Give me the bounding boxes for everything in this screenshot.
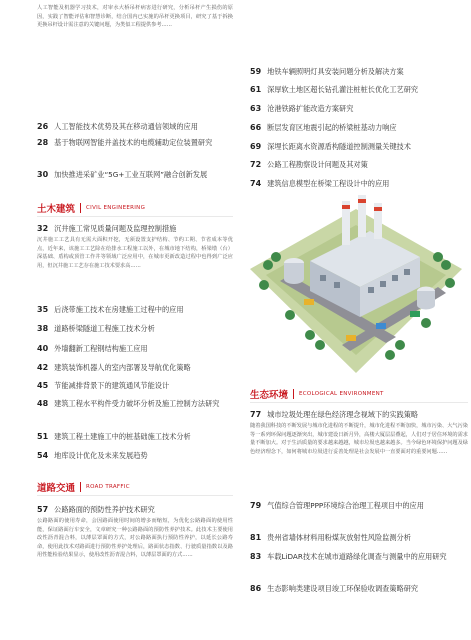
toc-entry[interactable]: 38 道路桥梁隧道工程施工技术分析 xyxy=(37,324,155,333)
toc-entry[interactable]: 74 建筑信息模型在桥梁工程设计中的应用 xyxy=(250,179,390,188)
toc-entry[interactable]: 42 建筑装饰机器人的室内部署及导航优化策略 xyxy=(37,363,191,372)
intro-abstract: 人工智能及机器学习技术，对审水大桥吊杆病害进行研究，分析吊杆产生损伤的原因，实践了智能评估和智慧诊断，结合国内已实施的吊杆更换项目，研究了基于拆换更换吊杆设计需注意的关键问题，为类似工程提供参考…… xyxy=(37,5,233,29)
toc-entry[interactable]: 45 节能减排背景下的建筑通风节能设计 xyxy=(37,381,170,390)
featured-abstract: 公路路面的使用寿命，会因路面使用时间的增多而缩短，为优化公路路面的使用性能，保证路面行车安全，文章研究一种公路路面的预防性养护技术。此技术主要使用改性沥青混合料，以薄层罩面的方式，对公路路面执行预防性养护，以延长公路寿命，使用此技术对路面进行预防性养护处理后，路面状态指数、行驶质量指数以及路用性能检验结果显示，使用改性沥青混合料，以薄层罩面的方式…… xyxy=(37,518,233,559)
toc-entry[interactable]: 59 地铁车辆照明灯具安装问题分析及解决方案 xyxy=(250,67,404,76)
divider xyxy=(293,389,294,399)
toc-entry[interactable]: 35 后浇带施工技术在房建施工过程中的应用 xyxy=(37,305,184,314)
toc-entry[interactable]: 30 加快推进采矿业“5G+工业互联网”融合创新发展 xyxy=(37,170,208,179)
section-heading-eco: 生态环境 ECOLOGICAL ENVIRONMENT xyxy=(250,390,384,401)
toc-entry[interactable]: 86 生态影响类建设项目竣工环保验收调查策略研究 xyxy=(250,584,419,593)
toc-entry[interactable]: 72 公路工程勘察设计问题及其对策 xyxy=(250,160,368,169)
toc-entry[interactable]: 26 人工智能技术优势及其在移动通信领域的应用 xyxy=(37,122,198,131)
toc-entry[interactable]: 40 外墙翻新工程钢结构施工应用 xyxy=(37,344,148,353)
toc-entry[interactable]: 81 贵州省墙体材料用粉煤灰放射性风险监测分析 xyxy=(250,533,411,542)
toc-entry[interactable]: 69 深埋长距离水资源盾构隧道控制测量关键技术 xyxy=(250,142,411,151)
featured-abstract: 沉井施工工艺具有无需大面积开挖，无须设置支护结构、节约工期、节省成本等优点，近年来，该施工工艺除在给排水工程施工以外，在城市地下结构，桥梁墩（台）深基础、盾构或顶管工作井等领域广泛应用中，在城市更新改造过程中也得到广泛应用，但沉井施工工艺存在施工技术要求高…… xyxy=(37,237,233,269)
divider xyxy=(80,203,81,213)
section-rule xyxy=(37,495,233,496)
section-heading-civil: 土木建筑 CIVIL ENGINEERING xyxy=(37,204,146,215)
toc-entry[interactable]: 48 建筑工程水平构件受力破坏分析及施工控制方法研究 xyxy=(37,399,220,408)
toc-featured-entry[interactable]: 57 公路路面的预防性养护技术研究 xyxy=(37,505,155,514)
toc-entry[interactable]: 28 基于物联网智能并盖技术的电缆辅助定位装置研究 xyxy=(37,138,213,147)
toc-entry[interactable]: 61 深厚软土地区超长钻孔灌注桩桩长优化工艺研究 xyxy=(250,85,419,94)
section-rule xyxy=(37,216,233,217)
toc-entry[interactable]: 54 地库设计优化及未来发展趋势 xyxy=(37,451,148,460)
section-rule xyxy=(250,402,468,403)
toc-entry[interactable]: 79 气值综合管理PPP环境综合治理工程项目中的应用 xyxy=(250,501,424,510)
featured-abstract: 随着我国科技的不断发展与城市化进程的不断提升，城市化进程不断加快，城市污染、大气污染等一系列环保问题逐渐突出，城市建设日新月异，高楼大厦层层叠起，人们对于居住环境的需求量不断加大。对于生活质量的要求越来越越，城市垃圾也越来越多。当今绿色环境保护问题及绿色经济理念下，如何将城市垃圾进行妥善处理是社会发展中一直要面对的重要问题…… xyxy=(250,423,468,455)
divider xyxy=(80,482,81,492)
section-heading-road: 道路交通 ROAD TRAFFIC xyxy=(37,483,130,494)
toc-entry[interactable]: 83 车载LiDAR技术在城市道路绿化调查与测量中的应用研究 xyxy=(250,552,447,561)
toc-entry[interactable]: 66 断层发育区地震引起的桥梁桩基动力响应 xyxy=(250,123,397,132)
toc-entry[interactable]: 51 建筑工程土建施工中的桩基础施工技术分析 xyxy=(37,432,191,441)
toc-featured-entry[interactable]: 32 沉井施工常见质量问题及监理控制措施 xyxy=(37,224,177,233)
toc-featured-entry[interactable]: 77 城市垃圾处理在绿色经济理念视域下的实践策略 xyxy=(250,410,419,419)
toc-entry[interactable]: 63 沧港铁路扩能改造方案研究 xyxy=(250,104,354,113)
factory-illustration xyxy=(250,195,462,373)
